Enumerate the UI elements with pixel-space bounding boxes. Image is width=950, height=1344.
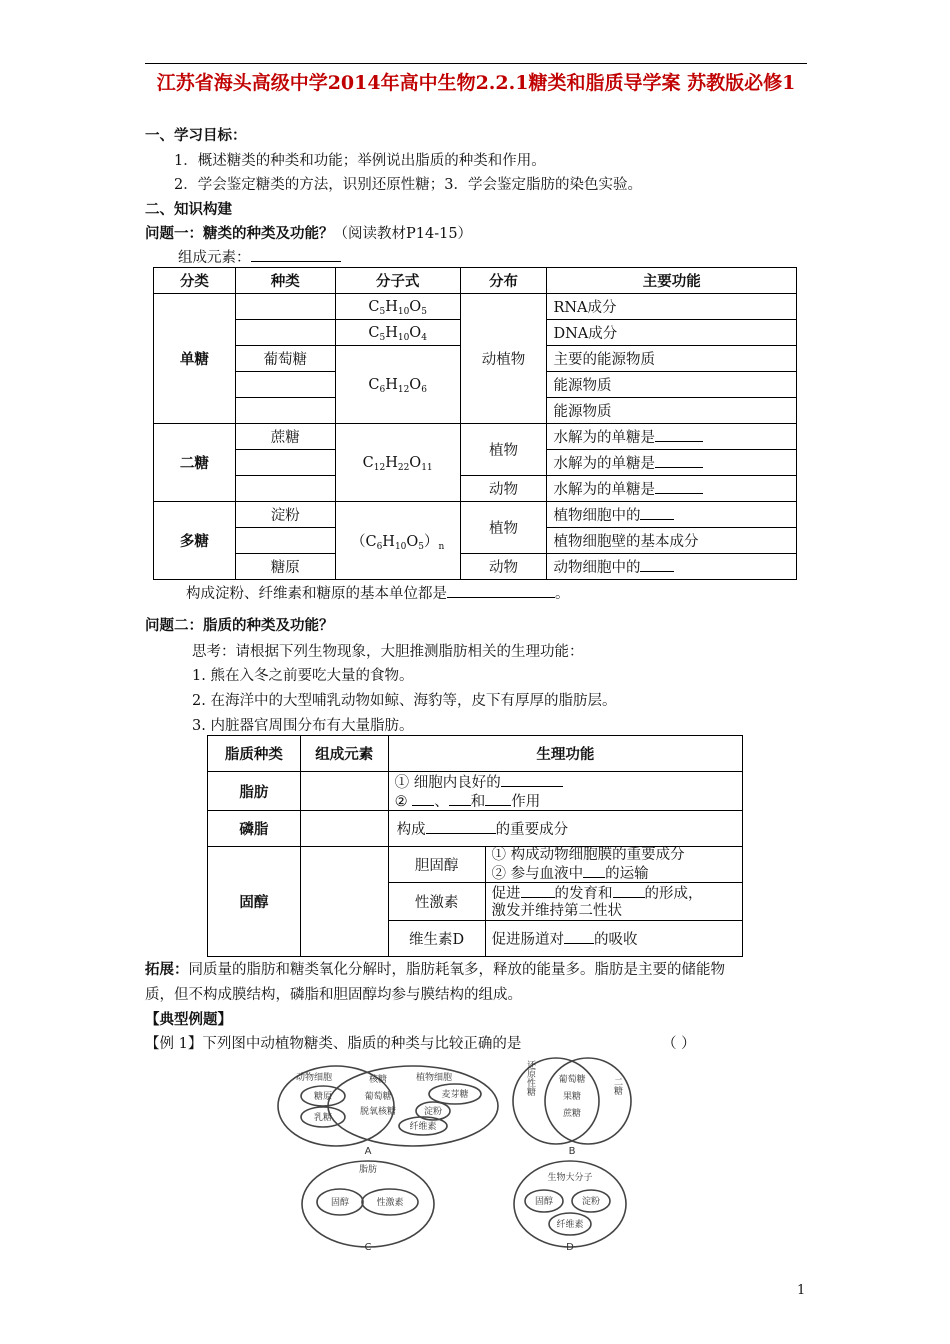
lipid-header-elements: 组成元素 (300, 736, 388, 772)
fig-a-caption: A (364, 1146, 372, 1157)
answer-blank (447, 583, 555, 598)
lipid-table (207, 735, 743, 957)
dist-plant-poly: 植物 (460, 502, 547, 554)
fat-function-1: ① 细胞内良好的 (394, 775, 501, 791)
sugar-table (153, 267, 797, 580)
vitd-text-b: 的吸收 (594, 932, 638, 948)
fig-a-cellulose: 纤维素 (409, 1122, 437, 1132)
table-cell (235, 528, 335, 554)
sugar-header-kind: 种类 (235, 268, 335, 294)
sugar-header-class: 分类 (154, 268, 236, 294)
group-polysaccharide: 多糖 (154, 502, 236, 580)
sugar-header-distribution: 分布 (460, 268, 547, 294)
answer-bracket: （ ） (662, 1036, 696, 1052)
fig-b-sucrose: 蔗糖 (562, 1109, 582, 1119)
sterol-cholesterol: 胆固醇 (388, 847, 485, 883)
elements-line (178, 246, 341, 267)
function-cell: DNA成分 (547, 320, 797, 346)
sex-text-d: 激发并维持第二性状 (491, 903, 622, 919)
phospholipid-function (388, 811, 742, 847)
sterol-vitamin-d: 维生素D (388, 921, 485, 957)
table-cell (300, 811, 388, 847)
group-monosaccharide: 单糖 (154, 294, 236, 424)
dist-animal-poly: 动物 (460, 554, 547, 580)
fig-a-starch: 淀粉 (423, 1107, 443, 1117)
function-text: 水解为的单糖是 (553, 482, 655, 498)
table-cell (235, 294, 335, 320)
fig-d-starch: 淀粉 (581, 1197, 601, 1207)
formula-ribose: $C_5H_{10}O_5$ (335, 294, 460, 320)
think-item-1: 1. 熊在入冬之前要吃大量的食物。 (192, 668, 414, 684)
think-item-3: 3. 内脏器官周围分布有大量脂肪。 (192, 718, 414, 734)
formula-polysaccharide: $(C_6H_{10}O_5)_n$ (335, 502, 460, 580)
fig-a-glucose: 葡萄糖 (364, 1092, 392, 1102)
venn-b-right-circle (545, 1058, 631, 1144)
kind-glycogen: 糖原 (235, 554, 335, 580)
question-1-label: 问题一：糖类的种类及功能？ (145, 225, 334, 242)
function-cell (547, 554, 797, 580)
dist-plant: 植物 (460, 424, 547, 476)
answer-blank (640, 505, 674, 520)
extend-label: 拓展： (145, 961, 189, 978)
sex-hormone-function (485, 883, 743, 921)
question-1 (145, 222, 472, 243)
question-1-note: （阅读教材P14-15） (333, 226, 473, 242)
answer-blank (655, 427, 703, 442)
function-cell (547, 502, 797, 528)
phos-text-b: 的重要成分 (495, 822, 569, 838)
example-figure (268, 1056, 648, 1256)
extend-text-1: 同质量的脂肪和糖类氧化分解时，脂肪耗氧多，释放的能量多。脂肪是主要的储能物 (188, 962, 725, 978)
answer-blank (426, 819, 496, 834)
example-1-text: 下列图中动植物糖类、脂质的种类与比较正确的是 (202, 1036, 522, 1052)
formula-disaccharide: $C_{12}H_{22}O_{11}$ (335, 424, 460, 502)
function-text: 水解为的单糖是 (553, 430, 655, 446)
fig-b-fructose: 果糖 (562, 1092, 582, 1102)
answer-blank (640, 557, 674, 572)
table-cell (235, 450, 335, 476)
sex-text-b: 的发育和 (554, 886, 613, 902)
fig-d-macromolecule: 生物大分子 (547, 1173, 593, 1183)
goal-item-1: 1．概述糖类的种类和功能；举例说出脂质的种类和作用。 (174, 153, 546, 169)
function-cell: 能源物质 (547, 398, 797, 424)
table-cell (235, 372, 335, 398)
vitamin-d-function (485, 921, 743, 957)
formula-hexose: $C_6H_{12}O_6$ (335, 346, 460, 424)
section-knowledge-heading: 二、知识构建 (145, 201, 232, 218)
lipid-phospholipid: 磷脂 (208, 811, 301, 847)
fig-d-sterol: 固醇 (534, 1197, 554, 1207)
answer-blank (449, 791, 471, 806)
function-text: 动物细胞中的 (553, 560, 641, 576)
phos-text-a: 构成 (396, 822, 426, 838)
elements-label: 组成元素： (178, 250, 251, 266)
unit-note-text: 构成淀粉、纤维素和糖原的基本单位都是 (186, 586, 447, 602)
lipid-fat: 脂肪 (208, 772, 301, 811)
page-number: 1 (797, 1283, 806, 1298)
extend-line-1 (145, 958, 725, 979)
sex-text-a: 促进 (491, 886, 521, 902)
formula-deoxyribose: $C_5H_{10}O_4$ (335, 320, 460, 346)
answer-blank (485, 791, 511, 806)
lipid-header-kind: 脂质种类 (208, 736, 301, 772)
fig-a-lactose: 乳糖 (313, 1113, 333, 1123)
cholesterol-function (485, 847, 743, 883)
group-disaccharide: 二糖 (154, 424, 236, 502)
fig-d-caption: D (566, 1242, 574, 1253)
table-cell (235, 320, 335, 346)
fat-sep: 、 (434, 794, 449, 810)
question-2: 问题二：脂质的种类及功能？ (145, 617, 334, 634)
example-1-label: 【例 1】 (145, 1036, 203, 1052)
fig-b-disaccharide: 二糖 (612, 1077, 622, 1095)
function-text: 水解为的单糖是 (553, 456, 655, 472)
fig-a-deoxyribose: 脱氧核糖 (359, 1107, 397, 1117)
fig-c-caption: C (364, 1242, 372, 1253)
table-cell (235, 476, 335, 502)
typical-heading: 【典型例题】 (145, 1011, 232, 1028)
kind-sucrose: 蔗糖 (235, 424, 335, 450)
sex-text-c: 的形成， (644, 886, 703, 902)
fig-a-maltose: 麦芽糖 (441, 1090, 469, 1100)
sterol-sex-hormone: 性激素 (388, 883, 485, 921)
function-cell: 能源物质 (547, 372, 797, 398)
header-rule (145, 63, 807, 64)
chol-function-1: ① 构成动物细胞膜的重要成分 (491, 847, 685, 863)
function-cell: 主要的能源物质 (547, 346, 797, 372)
fat-and: 和 (470, 794, 486, 810)
lipid-sterol: 固醇 (208, 847, 301, 957)
fat-role: 作用 (511, 794, 541, 810)
fig-a-plant-label: 植物细胞 (415, 1073, 453, 1083)
answer-blank (501, 772, 563, 787)
function-cell (547, 450, 797, 476)
table-cell (300, 772, 388, 811)
dist-animal: 动物 (460, 476, 547, 502)
fig-b-glucose: 葡萄糖 (558, 1075, 586, 1085)
answer-blank (521, 883, 555, 898)
chol-function-2b: 的运输 (605, 866, 649, 882)
extend-line-2: 质，但不构成膜结构，磷脂和胆固醇均参与膜结构的组成。 (145, 987, 522, 1003)
function-cell: RNA成分 (547, 294, 797, 320)
fig-a-animal-label: 动物细胞 (295, 1073, 333, 1083)
dist-mono: 动植物 (460, 294, 547, 424)
answer-blank (613, 883, 645, 898)
fat-function-2-num: ② (394, 794, 408, 810)
sugar-header-formula: 分子式 (335, 268, 460, 294)
venn-diagrams (268, 1056, 648, 1256)
fig-c-sterol: 固醇 (330, 1198, 350, 1208)
chol-function-2a: ② 参与血液中 (491, 866, 584, 882)
think-prompt: 思考：请根据下列生物现象，大胆推测脂肪相关的生理功能： (192, 644, 584, 660)
example-1 (145, 1032, 521, 1053)
elements-blank (251, 247, 341, 262)
answer-blank (655, 453, 703, 468)
function-cell (547, 424, 797, 450)
function-cell (547, 476, 797, 502)
think-item-2: 2. 在海洋中的大型哺乳动物如鲸、海豹等，皮下有厚厚的脂肪层。 (192, 693, 617, 709)
fat-function (388, 772, 742, 811)
function-cell: 植物细胞壁的基本成分 (547, 528, 797, 554)
fig-b-caption: B (568, 1146, 576, 1157)
table-cell (235, 398, 335, 424)
section-goals-heading: 一、学习目标： (145, 127, 247, 144)
kind-starch: 淀粉 (235, 502, 335, 528)
answer-blank (412, 791, 434, 806)
lipid-header-function: 生理功能 (388, 736, 742, 772)
goal-item-2: 2．学会鉴定糖类的方法，识别还原性糖；3．学会鉴定脂肪的染色实验。 (174, 177, 642, 193)
sugar-header-function: 主要功能 (547, 268, 797, 294)
fig-c-fat: 脂肪 (358, 1165, 378, 1175)
fig-a-ribose: 核糖 (368, 1075, 388, 1085)
fig-c-sexhormone: 性激素 (376, 1198, 404, 1208)
answer-blank (564, 929, 594, 944)
document-title: 江苏省海头高级中学2014年高中生物2.2.1糖类和脂质导学案 苏教版必修1 (156, 72, 796, 94)
vitd-text-a: 促进肠道对 (491, 932, 564, 948)
table-cell (300, 847, 388, 957)
fig-d-cellulose: 纤维素 (556, 1220, 584, 1230)
kind-glucose: 葡萄糖 (235, 346, 335, 372)
answer-blank (655, 479, 703, 494)
unit-note: 构成淀粉、纤维素和糖原的基本单位都是 。 (186, 582, 570, 603)
answer-blank (583, 863, 605, 878)
function-text: 植物细胞中的 (553, 508, 641, 524)
fig-b-reducing: 还原性糖 (525, 1060, 535, 1096)
fig-a-glycogen: 糖原 (313, 1092, 333, 1102)
